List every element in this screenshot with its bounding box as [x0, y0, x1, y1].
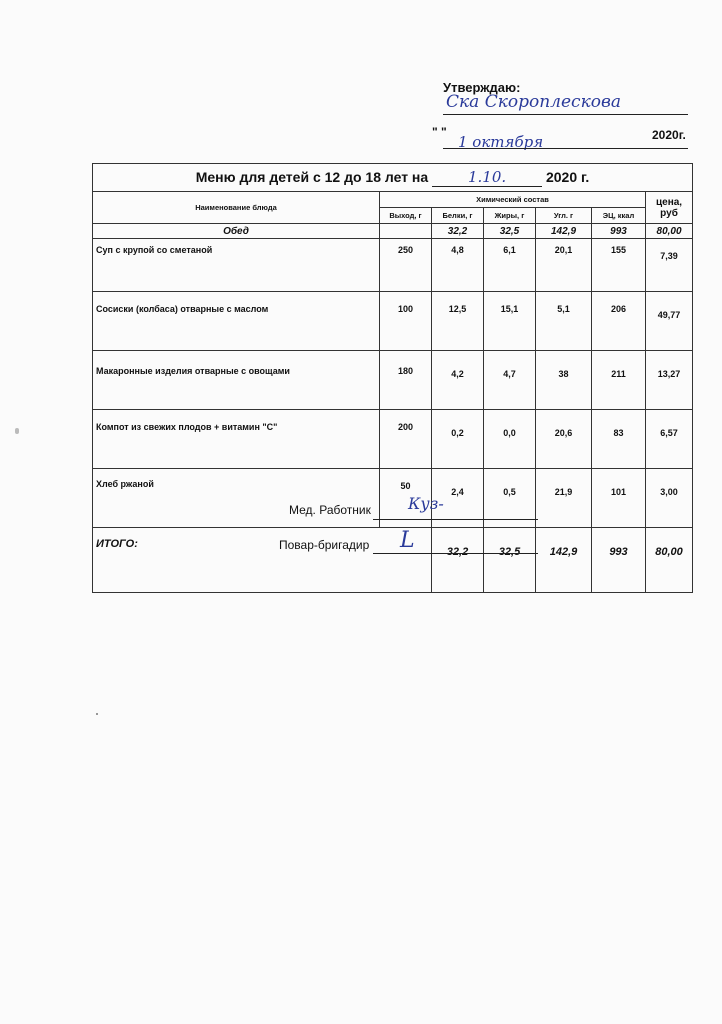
dish-output: 250: [380, 239, 432, 292]
total-price: 80,00: [646, 528, 693, 593]
meal-row: [93, 224, 693, 239]
dish-price: 6,57: [646, 410, 693, 469]
approval-date: 1 октября: [458, 133, 544, 151]
total-protein: 32,2: [432, 528, 484, 593]
meal-carb: 142,9: [536, 224, 592, 239]
dish-carb: 38: [536, 351, 592, 410]
meal-output: [380, 224, 432, 239]
dish-carb: 20,1: [536, 239, 592, 292]
approval-label: Утверждаю:: [443, 80, 521, 95]
header-energy: ЭЦ, ккал: [592, 208, 646, 224]
dish-protein: 12,5: [432, 292, 484, 351]
dish-fat: 4,7: [484, 351, 536, 410]
dish-fat: 0,5: [484, 469, 536, 528]
dish-carb: 20,6: [536, 410, 592, 469]
header-dish: Наименование блюда: [93, 192, 380, 224]
header-output: Выход, г: [380, 208, 432, 224]
header-fat: Жиры, г: [484, 208, 536, 224]
dish-carb: 5,1: [536, 292, 592, 351]
meal-price: 80,00: [646, 224, 693, 239]
total-carb: 142,9: [536, 528, 592, 593]
dish-price: 49,77: [646, 292, 693, 351]
dish-name: Сосиски (колбаса) отварные с маслом: [93, 292, 380, 351]
dish-price: 7,39: [646, 239, 693, 292]
total-energy: 993: [592, 528, 646, 593]
med-worker-label: Мед. Работник: [289, 503, 371, 517]
scan-mark: [96, 713, 98, 715]
table-row: [93, 292, 693, 351]
header-chem: Химический состав: [380, 192, 646, 208]
approval-quote-marks: " ": [432, 125, 447, 139]
menu-title-prefix: Меню для детей с 12 до 18 лет на: [195, 169, 429, 185]
dish-carb: 21,9: [536, 469, 592, 528]
meal-energy: 993: [592, 224, 646, 239]
menu-title: [93, 164, 693, 192]
meal-protein: 32,2: [432, 224, 484, 239]
dish-fat: 0,0: [484, 410, 536, 469]
dish-output: 50: [380, 469, 432, 528]
total-row: [93, 528, 693, 593]
dish-output: 180: [380, 351, 432, 410]
cook-line: [373, 553, 538, 554]
table-row: [93, 239, 693, 292]
dish-energy: 101: [592, 469, 646, 528]
table-row: [93, 410, 693, 469]
total-fat: 32,5: [484, 528, 536, 593]
dish-protein: 0,2: [432, 410, 484, 469]
approval-year: 2020г.: [652, 128, 686, 142]
approval-date-line: [443, 148, 688, 149]
menu-title-year: 2020 г.: [545, 169, 590, 185]
dish-output: 100: [380, 292, 432, 351]
dish-name: Суп с крупой со сметаной: [93, 239, 380, 292]
dish-output: 200: [380, 410, 432, 469]
dish-name: Хлеб ржаной: [93, 469, 380, 528]
approval-signature-line: [443, 114, 688, 115]
header-carb: Угл. г: [536, 208, 592, 224]
dish-price: 13,27: [646, 351, 693, 410]
cook-label: Повар-бригадир: [279, 538, 370, 552]
scan-mark: [15, 428, 19, 434]
meal-name: Обед: [93, 224, 380, 239]
med-worker-line: [373, 519, 538, 520]
meal-fat: 32,5: [484, 224, 536, 239]
table-row: [93, 351, 693, 410]
menu-title-date: 1.10.: [467, 168, 507, 186]
dish-fat: 6,1: [484, 239, 536, 292]
dish-energy: 83: [592, 410, 646, 469]
dish-protein: 2,4: [432, 469, 484, 528]
dish-price: 3,00: [646, 469, 693, 528]
dish-name: Компот из свежих плодов + витамин "С": [93, 410, 380, 469]
med-worker-signature: Куз-: [408, 494, 444, 513]
total-label: ИТОГО:: [93, 528, 432, 593]
dish-energy: 211: [592, 351, 646, 410]
header-protein: Белки, г: [432, 208, 484, 224]
dish-protein: 4,8: [432, 239, 484, 292]
dish-protein: 4,2: [432, 351, 484, 410]
menu-table: [92, 163, 693, 593]
dish-name: Макаронные изделия отварные с овощами: [93, 351, 380, 410]
dish-fat: 15,1: [484, 292, 536, 351]
dish-energy: 206: [592, 292, 646, 351]
dish-energy: 155: [592, 239, 646, 292]
approval-signature: Ска Скороплескова: [446, 92, 621, 112]
cook-signature: L: [400, 528, 415, 553]
header-price: цена, руб: [646, 192, 693, 224]
menu-title-date-field: [432, 168, 542, 187]
